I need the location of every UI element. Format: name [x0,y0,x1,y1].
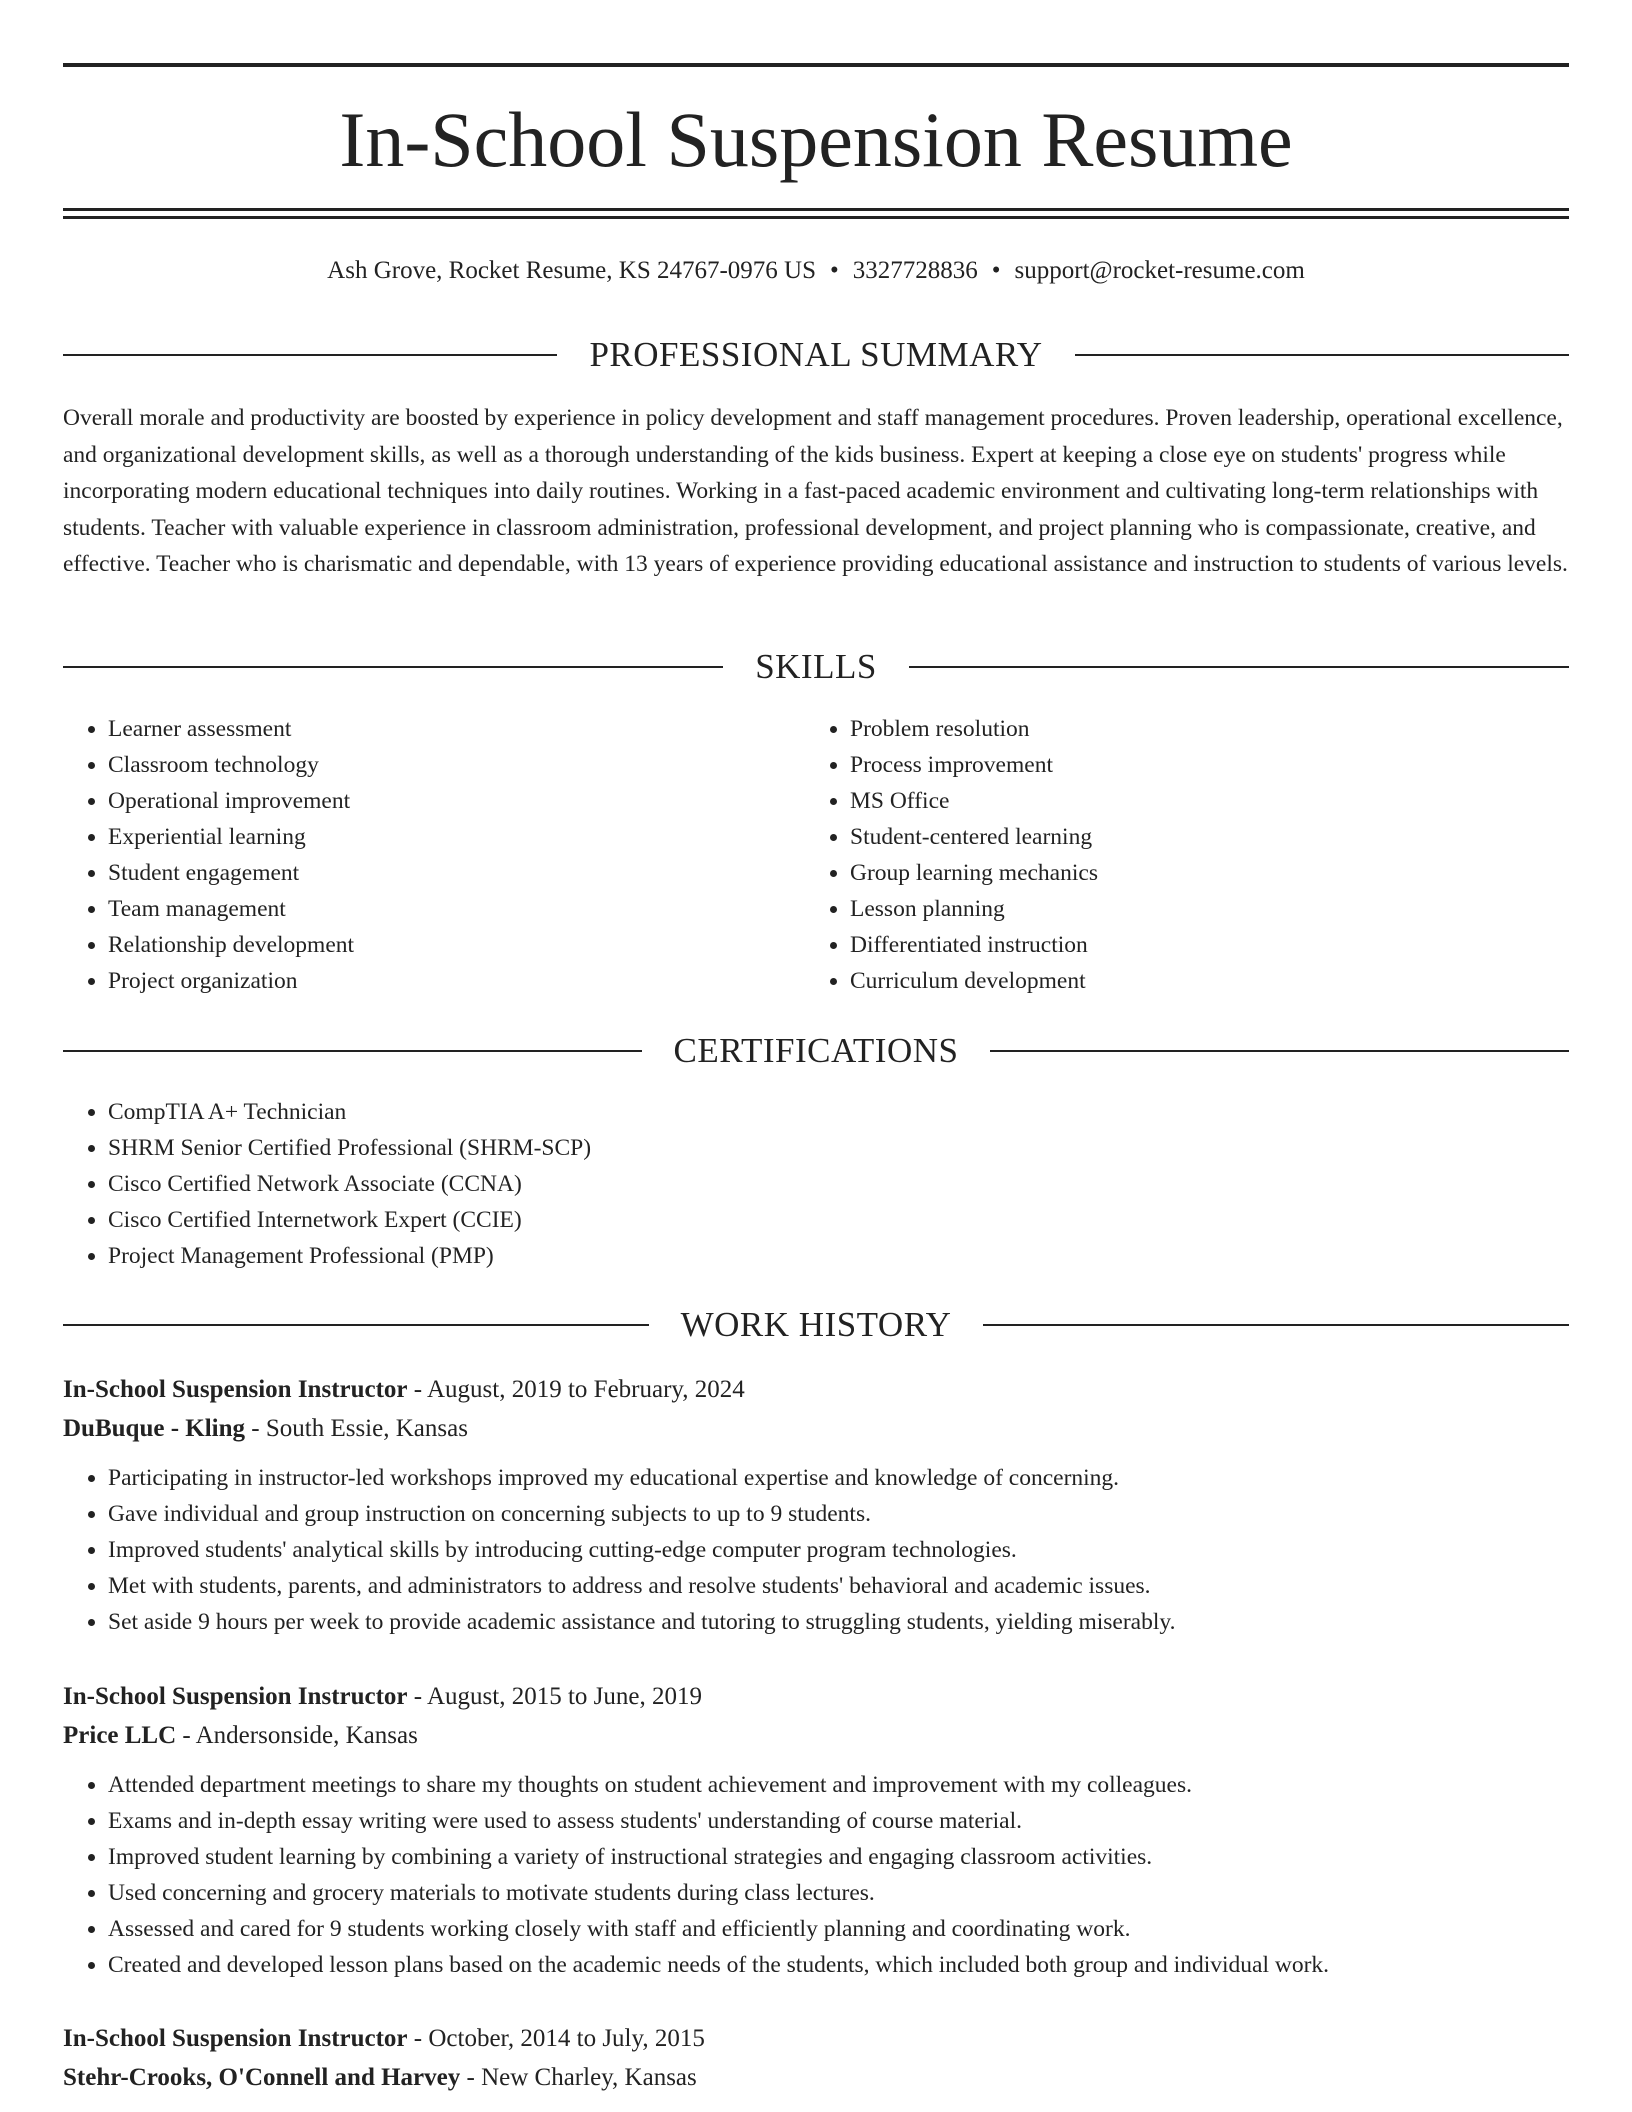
section-header-skills [63,645,1569,689]
job-bullet: • Created and developed lesson plans based on the academic needs of the students, which included both group and individual work. [108,1947,1569,1983]
job-location: Andersonside, Kansas [195,1722,418,1749]
certifications-list [63,1094,1063,1274]
skill-item: • Learner assessment [108,711,763,747]
job-title-line: In-School Suspension Instructor - October, 2014 to July, 2015 [63,2025,705,2052]
contact-phone: 3327728836 [852,257,978,284]
skill-item: • Curriculum development [850,963,1505,999]
job-bullet: • Met with students, parents, and administrators to address and resolve students' behavioral and academic issues. [108,1568,1569,1604]
skill-item: • Operational improvement [108,783,763,819]
job-company-line: DuBuque - Kling - South Essie, Kansas [63,1415,468,1442]
skill-item: • Student engagement [108,855,763,891]
job-bullet: • Exams and in-depth essay writing were used to assess students' understanding of course material. [108,1803,1569,1839]
divider-line [983,1324,1569,1326]
skill-item: • Process improvement [850,747,1505,783]
section-title-summary: PROFESSIONAL SUMMARY [589,335,1043,374]
section-header-certifications [63,1029,1569,1073]
skills-column-left [63,711,763,999]
skill-item: • Group learning mechanics [850,855,1505,891]
job-bullet: • Participating in instructor-led workshops improved my educational expertise and knowledge of concerning. [108,1460,1569,1496]
job-title: In-School Suspension Instructor [63,1683,408,1710]
job-bullet: • Improved students' analytical skills by introducing cutting-edge computer program technologies. [108,1532,1569,1568]
section-header-summary [63,333,1569,377]
skill-item: • Experiential learning [108,819,763,855]
certification-item: • Cisco Certified Network Associate (CCNA) [108,1166,1063,1202]
job-dates: August, 2015 to June, 2019 [426,1683,702,1710]
job-title-line: In-School Suspension Instructor - August, 2019 to February, 2024 [63,1376,745,1403]
skill-item: • Problem resolution [850,711,1505,747]
section-header-work [63,1303,1569,1347]
divider-line [63,1050,642,1052]
skill-item: • Student-centered learning [850,819,1505,855]
job-location: New Charley, Kansas [481,2064,697,2091]
certification-item: • SHRM Senior Certified Professional (SHRM-SCP) [108,1130,1063,1166]
contact-address: Ash Grove, Rocket Resume, KS 24767-0976 US [327,257,817,284]
title-rule-upper [63,208,1569,211]
job-dates: October, 2014 to July, 2015 [428,2025,705,2052]
section-title-work: WORK HISTORY [680,1305,952,1344]
skills-column-right [805,711,1505,999]
job-bullet: • Improved student learning by combining a variety of instructional strategies and engaging classroom activities. [108,1839,1569,1875]
job-bullet: • Used concerning and grocery materials to motivate students during class lectures. [108,1875,1569,1911]
section-title-skills: SKILLS [755,647,877,686]
divider-line [63,354,557,356]
job-company: Price LLC [63,1722,177,1749]
job-bullet: • Assessed and cared for 9 students working closely with staff and efficiently planning and coordinating work. [108,1911,1569,1947]
skill-item: • Differentiated instruction [850,927,1505,963]
job-bullet: • Attended department meetings to share my thoughts on student achievement and improvement with my colleagues. [108,1767,1569,1803]
divider-line [1075,354,1569,356]
skill-item: • Lesson planning [850,891,1505,927]
certification-item: • CompTIA A+ Technician [108,1094,1063,1130]
divider-line [63,1324,649,1326]
skill-item: • MS Office [850,783,1505,819]
certification-item: • Cisco Certified Internetwork Expert (CCIE) [108,1202,1063,1238]
divider-line [909,666,1569,668]
summary-paragraph: Overall morale and productivity are boosted by experience in policy development and staff management procedures. Proven leadership, operational excellence, and organizational development skills, as well as a thorough understanding of the kids business. Expert at keeping a close eye on students' progress while incorporating modern educational techniques into daily routines. Working in a fast-paced academic environment and cultivating long-term relationships with students. Teacher with valuable experience in classroom administration, professional development, and project planning who is compassionate, creative, and effective. Teacher who is charismatic and dependable, with 13 years of experience providing educational assistance and instruction to students of various levels. [63,405,1568,577]
job-entry [63,1677,1569,1983]
job-entry [63,1370,1569,1640]
job-title-line: In-School Suspension Instructor - August, 2015 to June, 2019 [63,1683,702,1710]
skill-item: • Team management [108,891,763,927]
job-location: South Essie, Kansas [265,1415,468,1442]
contact-line [63,254,1569,288]
title-rule-lower [63,216,1569,219]
top-rule [63,63,1569,67]
contact-separator: • [991,257,1001,284]
job-dates: August, 2019 to February, 2024 [426,1376,745,1403]
job-bullet: • Set aside 9 hours per week to provide academic assistance and tutoring to struggling students, yielding miserably. [108,1604,1569,1640]
section-title-certifications: CERTIFICATIONS [673,1031,959,1070]
skill-item: • Project organization [108,963,763,999]
job-title: In-School Suspension Instructor [63,2025,408,2052]
job-bullet: • Gave individual and group instruction on concerning subjects to up to 9 students. [108,1496,1569,1532]
skill-item: • Classroom technology [108,747,763,783]
resume-title: In-School Suspension Resume [339,96,1293,183]
skill-item: • Relationship development [108,927,763,963]
contact-email: support@rocket-resume.com [1014,257,1305,284]
job-company-line: Price LLC - Andersonside, Kansas [63,1722,418,1749]
job-company: Stehr-Crooks, O'Connell and Harvey [63,2064,461,2091]
certification-item: • Project Management Professional (PMP) [108,1238,1063,1274]
contact-separator: • [830,257,839,284]
job-company: DuBuque - Kling [63,1415,246,1442]
job-entry [63,2019,1569,2097]
divider-line [63,666,723,668]
divider-line [990,1050,1569,1052]
job-company-line: Stehr-Crooks, O'Connell and Harvey - New Charley, Kansas [63,2064,697,2091]
job-title: In-School Suspension Instructor [63,1376,408,1403]
